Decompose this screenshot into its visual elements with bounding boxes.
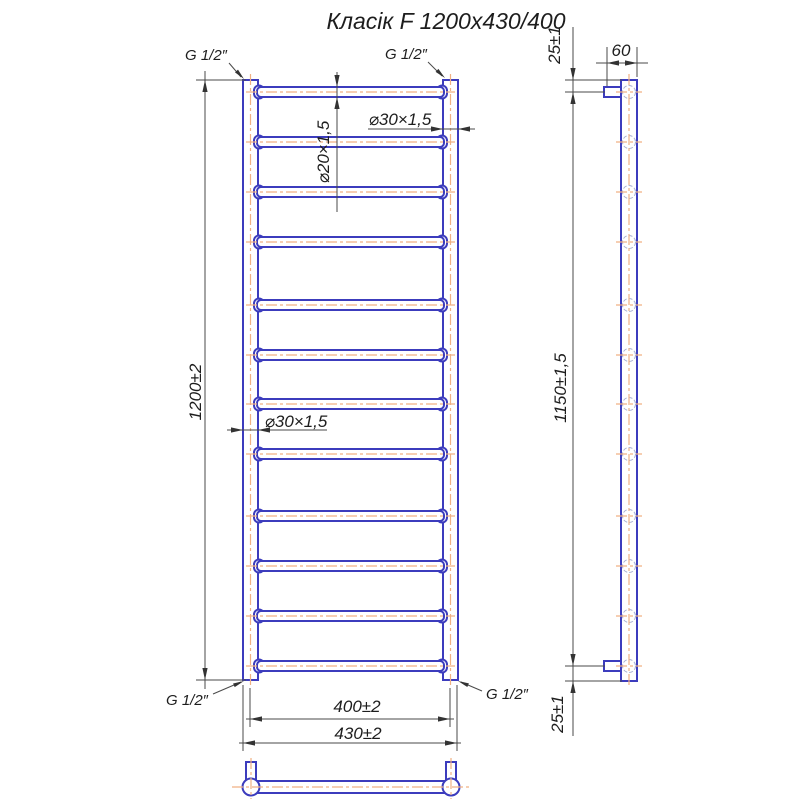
label-g12-bottom-left: G 1/2″ [166,692,208,709]
arrowhead [570,92,575,104]
arrowhead [570,68,575,80]
dim-overall-height: 1200±2 [186,363,205,421]
dim-rail-tube-top: ⌀30×1,5 [368,110,432,129]
centerlines-layer [232,74,642,799]
dim-connection-width: 400±2 [333,697,381,716]
arrowhead [202,80,207,92]
arrowhead [570,681,575,693]
arrowhead [607,60,619,65]
arrowhead [231,427,243,432]
dim-rung-tube: ⌀20×1,5 [314,120,333,184]
dim-side-depth: 60 [611,41,631,60]
arrowhead [445,740,457,745]
arrowhead [570,654,575,666]
arrowhead [334,97,339,109]
arrowhead [334,75,339,87]
dim-side-connection-span: 1150±1,5 [551,353,570,423]
label-g12-top-left: G 1/2″ [185,47,227,64]
dim-side-bottom-offset: 25±1 [548,695,567,733]
drawing-title: Класік F 1200x430/400 [326,8,566,34]
arrowhead [202,668,207,680]
arrowhead [431,126,443,131]
dim-side-top-offset: 25±1 [545,26,564,64]
dim-rail-tube-mid: ⌀30×1,5 [264,412,328,431]
leader-arrowhead [458,681,469,687]
arrowhead [458,126,470,131]
arrowhead [250,716,262,721]
rungs-group [254,86,447,673]
arrowhead [438,716,450,721]
label-g12-bottom-right: G 1/2″ [486,686,528,703]
arrowhead [625,60,637,65]
labels-layer [166,8,631,743]
dim-overall-width: 430±2 [334,724,382,743]
tubes-layer [243,80,638,796]
dimensions-layer [196,27,648,751]
label-g12-top-right: G 1/2″ [385,46,427,63]
leader-arrowhead [233,681,244,687]
leader-arrowhead [436,69,445,78]
arrowhead [243,740,255,745]
